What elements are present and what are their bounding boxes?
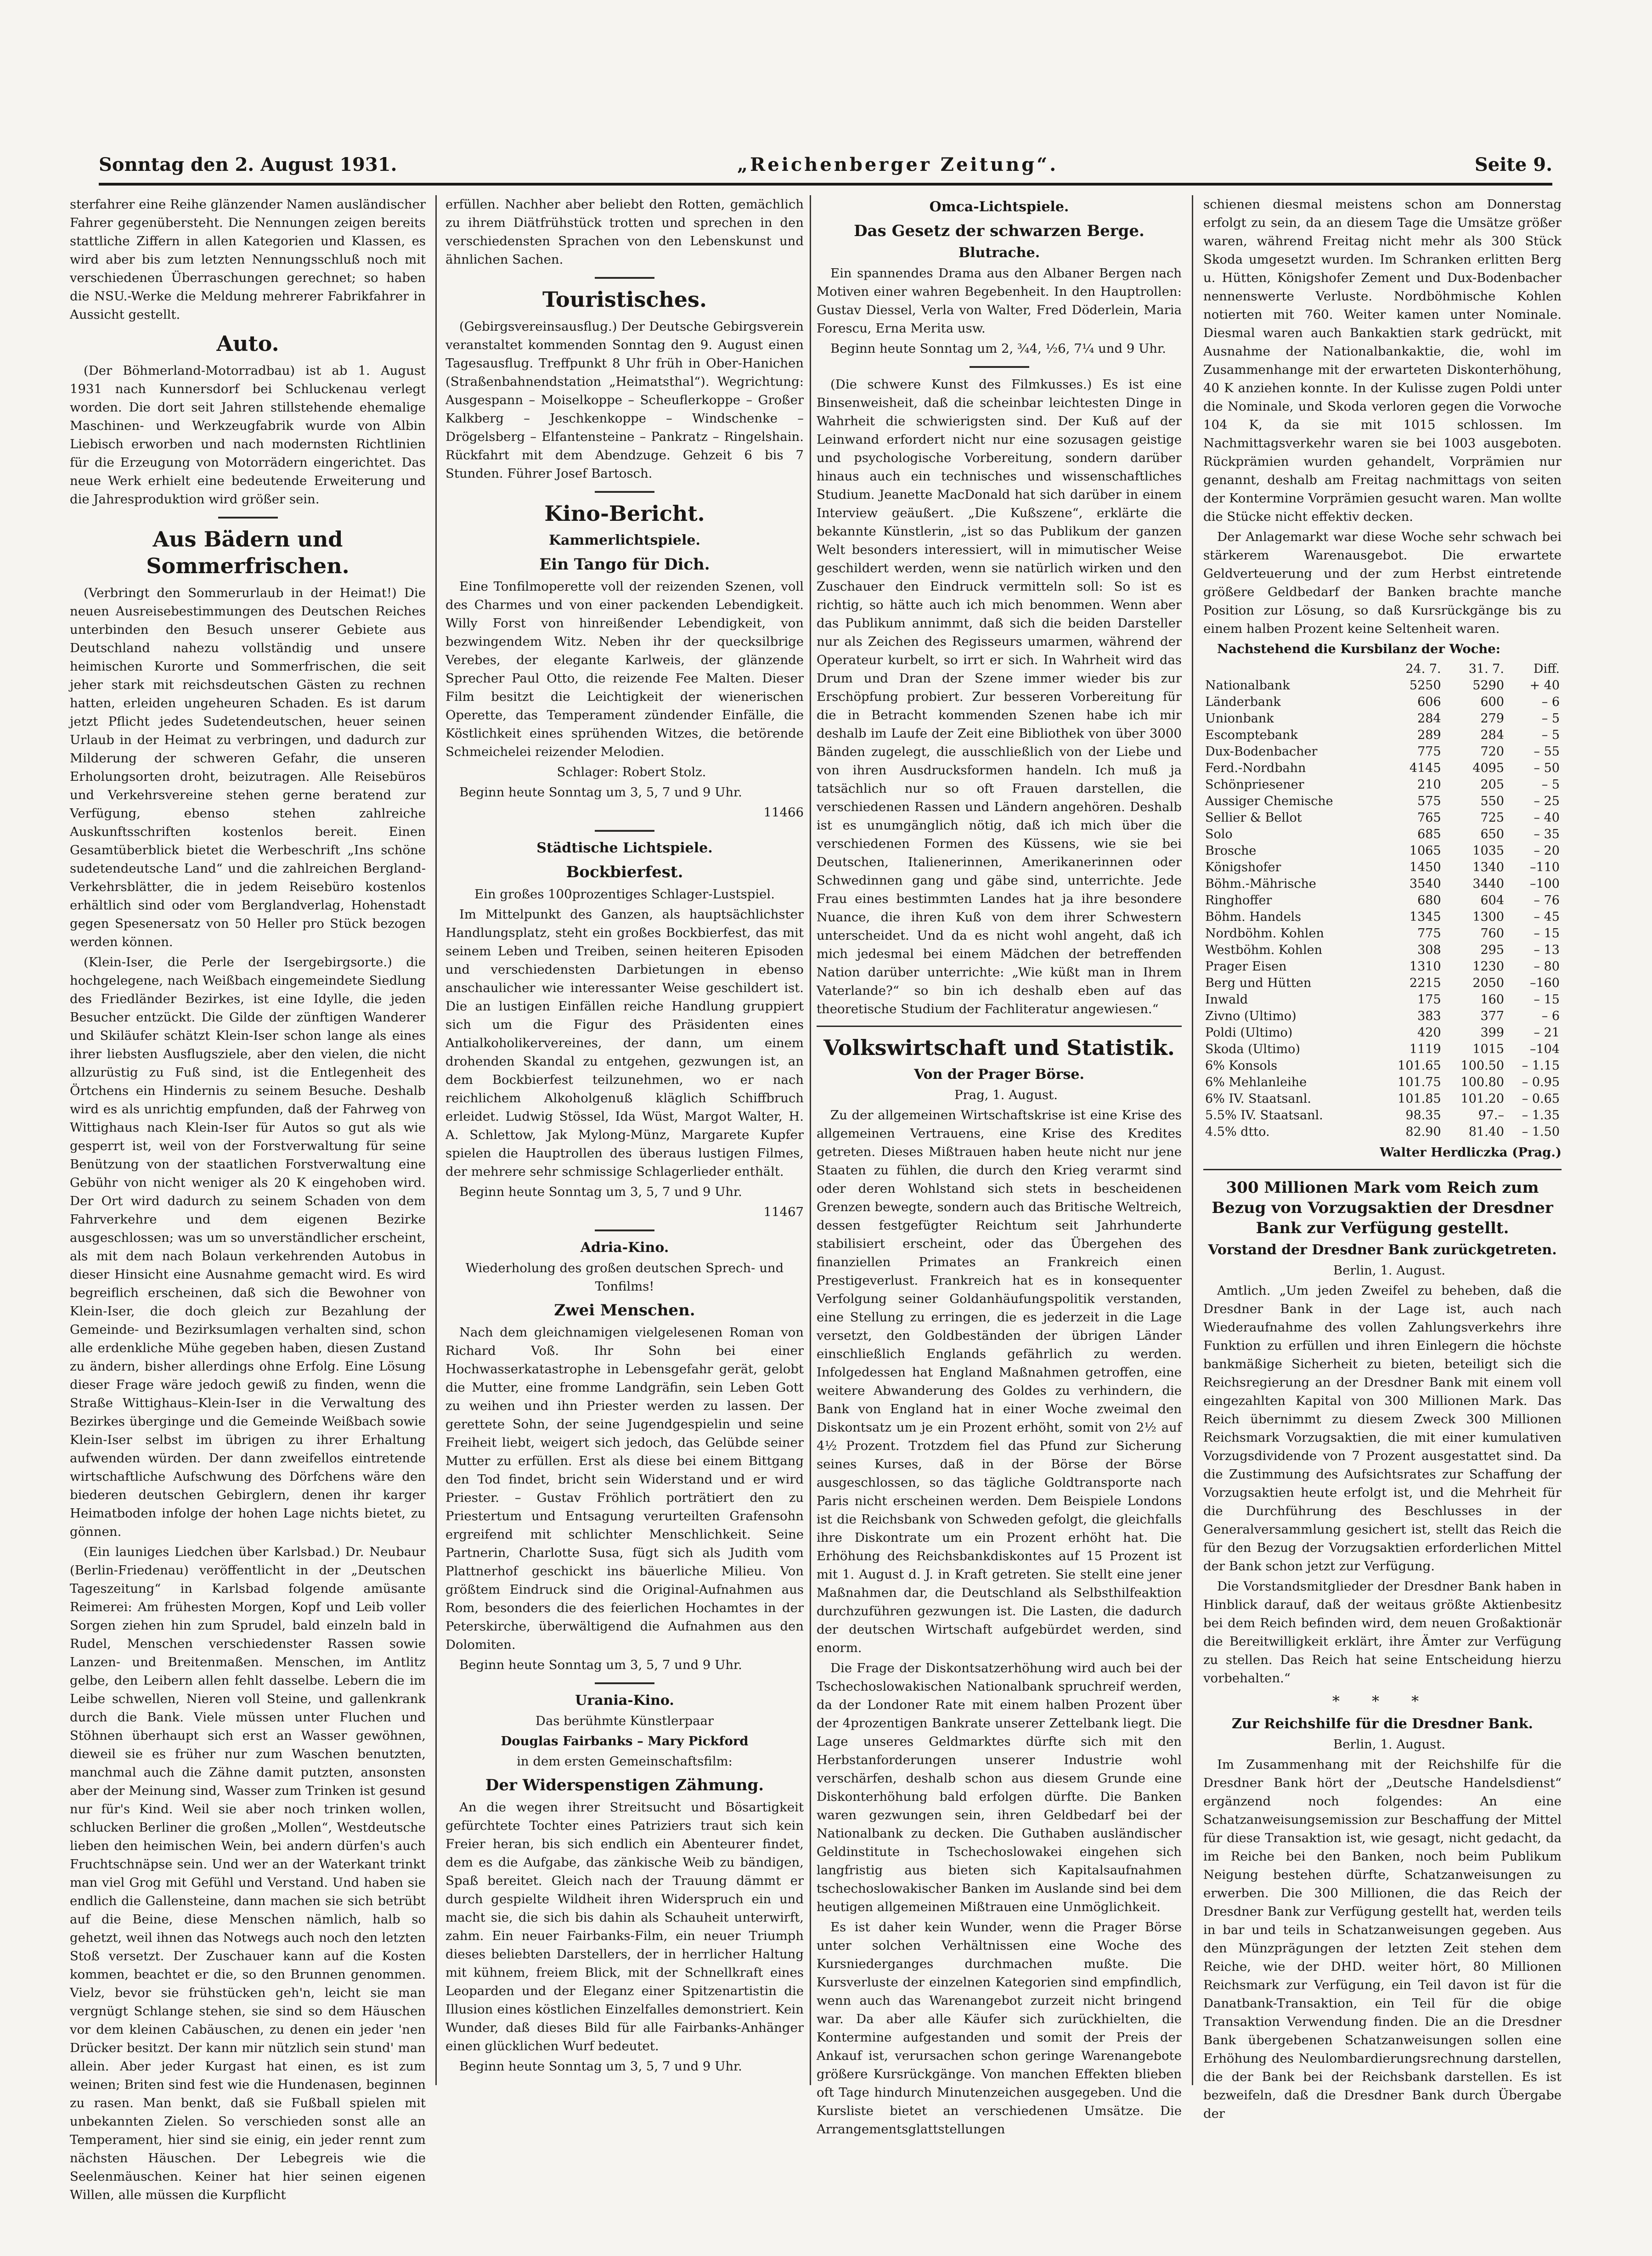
stock-diff: – 6 bbox=[1541, 695, 1560, 709]
cinema-name: Kammerlichtspiele. bbox=[549, 532, 700, 548]
film-title: Der Widerspenstigen Zähmung. bbox=[485, 1776, 764, 1794]
stock-price: 100.80 bbox=[1460, 1075, 1505, 1089]
film-title: Zwei Menschen. bbox=[554, 1301, 695, 1320]
stock-name: 6% Mehlanleihe bbox=[1205, 1075, 1307, 1089]
separator bbox=[970, 366, 1029, 368]
stock-diff: – 1.35 bbox=[1522, 1108, 1560, 1122]
stock-diff: – 15 bbox=[1534, 993, 1560, 1007]
separator bbox=[595, 1682, 654, 1684]
stock-name: Berg und Hütten bbox=[1205, 976, 1312, 990]
stock-price: 383 bbox=[1417, 1009, 1441, 1023]
stock-price: 575 bbox=[1417, 794, 1441, 808]
article-text: Im Mittelpunkt des Ganzen, als hauptsächlichster Handlungsplatz, steht ein großes Bockbierfest, das mit seinem Leben und Treiben, seinen heiteren Episoden und verschiedensten Darbietungen in ebenso anschaulicher wie interessanter Weise geschildert ist. Die an lustigen Einfällen reiche Handlung gruppiert sich um die Figur des Präsidenten eines Antialkoholikervereines, der dann, um einem drohenden Skandal zu entgehen, gezwungen ist, an dem Bockbierfest teilzunehmen, wo er nach reichlichem Alkoholgenuß kläglich Schiffbruch erleidet. Ludwig Stössel, Ida Wüst, Margot Walter, H. A. Schlettow, Jak Mylong-Münz, Margarete Kupfer spielen die Hauptrollen des überaus lustigen Filmes, der mehrere sehr schmissige Schlagerlieder enthält. bbox=[445, 907, 804, 1179]
stars-separator: * * * bbox=[1332, 1692, 1433, 1710]
cinema-name: Omca-Lichtspiele. bbox=[929, 199, 1069, 215]
subsection-title: Zur Reichshilfe für die Dresdner Bank. bbox=[1231, 1716, 1533, 1732]
section-title-kino: Kino-Bericht. bbox=[544, 501, 705, 526]
stock-diff: – 50 bbox=[1534, 761, 1560, 775]
stock-price: 81.40 bbox=[1468, 1125, 1505, 1139]
stock-price: 160 bbox=[1480, 993, 1505, 1007]
article-text: (Verbringt den Sommerurlaub in der Heimat!) Die neuen Ausreisebestimmungen des Deutschen Reiches unterbinden den Besuch unserer Gebiete aus Deutschland nahezu vollständig und unsere heimischen Kurorte und Sommerfrischen, die seit jeher stark mit reichsdeutschen Gästen zu rechnen hatten, erleiden ungeheuren Schaden. Es ist darum jetzt Pflicht jedes Sudetendeutschen, heuer seinen Urlaub in der Heimat zu verbringen, und dadurch zur Milderung der schweren Gefahr, die unseren Erholungsorten droht, beizutragen. Alle Reisebüros und Verkehrsvereine stehen gerne beratend zur Verfügung, ebenso stehen zahlreiche Auskunftsschriften kostenlos bereit. Einen Gesamtüberblick bietet die Werbeschrift „Ins schöne sudetendeutsche Land“ und die zahlreichen Bergland-Verkehrsblätter, die in jedem Reisebüro kostenlos erhältlich sind oder vom Berglandverlag, Hohenstadt gegen Spesenersatz von 50 Heller pro Stück bezogen werden können. bbox=[70, 586, 426, 949]
stock-price: 5250 bbox=[1409, 678, 1441, 693]
subsection-title: Vorstand der Dresdner Bank zurückgetreten. bbox=[1208, 1242, 1557, 1258]
table-row bbox=[1203, 1074, 1562, 1091]
stock-table bbox=[1203, 661, 1562, 1140]
table-row bbox=[1203, 892, 1562, 909]
page-header bbox=[99, 154, 1552, 181]
table-row bbox=[1203, 1041, 1562, 1058]
stock-price: 279 bbox=[1480, 711, 1505, 726]
table-row bbox=[1203, 959, 1562, 975]
stock-diff: – 76 bbox=[1534, 893, 1560, 908]
table-row bbox=[1203, 727, 1562, 744]
article-text: An die wegen ihrer Streitsucht und Bösartigkeit gefürchtete Tochter eines Patriziers traut sich kein Freier heran, bis sich endlich ein Abenteurer findet, dem es die Aufgabe, das zänkische Weib zu bändigen, Spaß bereitet. Gleich nach der Trauung dämmt er durch gespielte Wildheit ihren Widerspruch ein und macht sie, die sich bis dahin als Schauheit unterwirft, zahm. Ein neuer Fairbanks-Film, ein neuer Triumph dieses beliebten Darstellers, der in herrlicher Haltung mit kühnem, freiem Blick, mit der Schnellkraft eines Leoparden und der Eleganz einer Spitzenartistin die Illusion eines köstlichen Einzelfalles demonstriert. Kein Wunder, daß dieses Bild für alle Fairbanks-Anhänger einen glücklichen Wurf bedeutet. bbox=[445, 1800, 804, 2053]
screening-times: Beginn heute Sonntag um 2, ¾4, ½6, 7¼ und 9 Uhr. bbox=[830, 341, 1166, 356]
stock-price: 377 bbox=[1480, 1009, 1505, 1023]
stock-price: 284 bbox=[1480, 728, 1505, 742]
film-subtitle: Blutrache. bbox=[958, 245, 1040, 261]
stock-diff: – 1.50 bbox=[1522, 1125, 1560, 1139]
stock-name: Escomptebank bbox=[1205, 728, 1298, 742]
stock-name: Nationalbank bbox=[1205, 678, 1290, 693]
film-credit: Schlager: Robert Stolz. bbox=[557, 765, 706, 779]
article-text: Der Anlagemarkt war diese Woche sehr schwach bei stärkerem Warenausgebot. Die erwartete Geldverteuerung und der zum Herbst eintretende größere Geldbedarf der Banken brachte manche Position zur Lösung, so daß Kursrückgänge bis zu einem halben Prozent keine Seltenheit waren. bbox=[1203, 530, 1562, 636]
table-row bbox=[1203, 711, 1562, 727]
cinema-name: Städtische Lichtspiele. bbox=[536, 840, 713, 856]
table-row bbox=[1203, 793, 1562, 810]
stock-price: 289 bbox=[1417, 728, 1441, 742]
stock-price: 1310 bbox=[1409, 959, 1441, 974]
stock-name: Nordböhm. Kohlen bbox=[1205, 926, 1324, 941]
table-row bbox=[1203, 925, 1562, 942]
table-row bbox=[1203, 975, 1562, 992]
table-header-cell bbox=[1203, 661, 1380, 677]
stock-price: 680 bbox=[1417, 893, 1441, 908]
stock-diff: – 1.15 bbox=[1522, 1059, 1560, 1073]
article-text: (Der Böhmerland-Motorradbau) ist ab 1. August 1931 nach Kunnersdorf bei Schluckenau verlegt worden. Die dort seit Jahren stillstehende ehemalige Maschinen- und Werkzeugfabrik wurde von Albin Liebisch erworben und nach modernsten Richtlinien für die Erzeugung von Motorrädern eingerichtet. Das neue Werk erhielt eine bedeutende Erweiterung und die Jahresproduktion wird größer sein. bbox=[70, 363, 426, 507]
article-text: Nach dem gleichnamigen vielgelesenen Roman von Richard Voß. Ihr Sohn bei einer Hochwasserkatastrophe in Lebensgefahr gerät, gelobt die Mutter, eine fromme Landgräfin, sein Leben Gott zu weihen und ihn Priester werden zu lassen. Der gerettete Sohn, der seine Jugendgespielin und seine Freiheit liebt, weigert sich jedoch, das Gelübde seiner Mutter zu erfüllen. Erst als diese bei einem Bittgang den Tod findet, bricht sein Widerstand und er wird Priester. – Gustav Fröhlich porträtiert den zu Priestertum und Entsagung verurteilten Grafensohn ergreifend mit schlichter Menschlichkeit. Seine Partnerin, Charlotte Susa, fügt sich als Judith vom Plattnerhof geschickt ins bäuerliche Milieu. Von größtem Eindruck sind die Original-Aufnahmen aus Rom, besonders die des feierlichen Hochamtes in der Peterskirche, überwältigend die Aufnahmen aus den Dolomiten. bbox=[445, 1325, 804, 1652]
stock-price: 1345 bbox=[1409, 910, 1441, 924]
stock-price: 2050 bbox=[1472, 976, 1505, 990]
stock-diff: – 80 bbox=[1534, 959, 1560, 974]
stock-diff: – 25 bbox=[1534, 794, 1560, 808]
stock-name: Königshofer bbox=[1205, 860, 1281, 874]
screening-times: Beginn heute Sonntag um 3, 5, 7 und 9 Uhr. bbox=[459, 1184, 742, 1199]
subsection-title: Von der Prager Börse. bbox=[914, 1066, 1084, 1083]
stock-price: 284 bbox=[1417, 711, 1441, 726]
stock-price: 175 bbox=[1417, 993, 1441, 1007]
stock-name: Sellier & Bellot bbox=[1205, 811, 1302, 825]
separator bbox=[817, 1026, 1182, 1027]
article-text: Es ist daher kein Wunder, wenn die Prager Börse unter solchen Verhältnissen eine Woche des Kursniederganges durchmachen mußte. Die Kursverluste der einzelnen Kategorien sind empfindlich, wenn auch das Warenangebot zurzeit nicht bringend war. Da aber alle Käufer sich zurückhielten, die Kontermine aufgestanden und somit der Preis der Ankauf ist, verursachen schon geringe Warenangebote größere Kursrückgänge. Von manchen Effekten blieben oft Tage hindurch Minutenzeichen ausgegeben. Und die Kursliste bietet an verschiedenen Umsätze. Die Arrangementsglattstellungen bbox=[817, 1920, 1182, 2137]
section-title-auto: Auto. bbox=[216, 331, 279, 356]
column-2 bbox=[445, 195, 804, 2085]
section-title-volkswirtschaft: Volkswirtschaft und Statistik. bbox=[823, 1035, 1175, 1060]
table-row bbox=[1203, 1008, 1562, 1025]
table-header-cell: 31. 7. bbox=[1468, 662, 1505, 676]
stock-diff: – 0.95 bbox=[1522, 1075, 1560, 1089]
stock-price: 5290 bbox=[1472, 678, 1505, 693]
column-divider bbox=[810, 195, 811, 2085]
table-row bbox=[1203, 1107, 1562, 1124]
stock-price: 308 bbox=[1417, 943, 1441, 957]
table-row bbox=[1203, 810, 1562, 826]
stock-name: Aussiger Chemische bbox=[1205, 794, 1333, 808]
stock-diff: – 40 bbox=[1534, 811, 1560, 825]
section-title-touristisches: Touristisches. bbox=[542, 287, 707, 312]
header-rule bbox=[99, 183, 1552, 186]
stock-price: 650 bbox=[1480, 827, 1505, 841]
film-subtitle: Das berühmte Künstlerpaar bbox=[535, 1714, 714, 1728]
stock-diff: – 5 bbox=[1541, 778, 1560, 792]
stock-price: 101.75 bbox=[1398, 1075, 1441, 1089]
article-text: Die Frage der Diskontsatzerhöhung wird auch bei der Tschechoslowakischen Nationalbank spruchreif werden, da der Londoner Rate mit einem halben Prozent über der 4prozentigen Bankrate unserer Zettelbank liegt. Die Lage unseres Geldmarktes dürfte sich mit den Herbstanforderungen unserer Industrie wohl verschärfen, deshalb schon aus diesem Grunde eine Diskonterhöhung bald erfolgen dürfte. Die Banken waren gezwungen sein, ihren Geldbedarf bei der Nationalbank zu decken. Die Guthaben ausländischer Geldinstitute in Tschechoslowakei eingehen sich langfristig aus bieten sich Kapitalsaufnahmen tschechoslowakischer Banken im Auslande sind bei dem heutigen allgemeinen Mißtrauen eine Unmöglichkeit. bbox=[817, 1661, 1182, 1914]
stock-diff: – 20 bbox=[1534, 844, 1560, 858]
stock-price: 101.85 bbox=[1398, 1092, 1441, 1106]
dateline: Berlin, 1. August. bbox=[1333, 1737, 1446, 1752]
stock-name: Böhm. Handels bbox=[1205, 910, 1302, 924]
film-title: Ein Tango für Dich. bbox=[539, 555, 710, 574]
column-3 bbox=[817, 195, 1182, 2137]
table-row bbox=[1203, 1124, 1562, 1140]
stock-name: Unionbank bbox=[1205, 711, 1274, 726]
author-signature: Walter Herdliczka (Prag.) bbox=[1380, 1145, 1562, 1160]
stock-diff: – 21 bbox=[1534, 1026, 1560, 1040]
stock-name: 5.5% IV. Staatsanl. bbox=[1205, 1108, 1323, 1122]
table-row bbox=[1203, 992, 1562, 1008]
table-row bbox=[1203, 777, 1562, 793]
stock-diff: –104 bbox=[1529, 1042, 1560, 1056]
article-text: (Ein launiges Liedchen über Karlsbad.) Dr. Neubaur (Berlin-Friedenau) veröffentlicht in der „Deutschen Tageszeitung“ in Karlsbad folgende amüsante Reimerei: Am frühesten Morgen, Kopf und Leib voller Sorgen ziehen hin zum Sprudel, bald einzeln bald in Rudel, Menschen verschiedenster Rassen sowie Lanzen- und Breitenmaßen. Menschen, im Antlitz gelbe, den Leibern allen fehlt dasselbe. Lebern die im Leibe schwellen, Nieren voll Steine, und gallenkrank durch die Bank. Viele müssen unter Fluchen und Stöhnen überhaupt sich erst an Wasser gewöhnen, dieweil sie es früher nur zum Waschen benutzten, manchmal auch die Zähne damit putzten, ansonsten aber der Meinung sind, Wasser zum Trinken ist gesund nur für's Kind. Weil sie aber noch trinken wollen, schlucken Berliner die großen „Mollen“, Westdeutsche lieben den heimischen Wein, bei andern dürfen's auch Fruchtschnäpse sein. Und wer an der Waterkant trinkt man viel Grog mit Gefühl und Verstand. Und haben sie endlich die Gallensteine, dann machen sie sich betrübt auf die Beine, diese Menschen nämlich, halb so gehetzt, weil ihnen das Notwegs auch noch den letzten Stoß versetzt. Der Zuschauer kann auf die Kosten kommen, beachtet er die, so den Brunnen genommen. Vielz, bevor sie frühstücken geh'n, leicht sie man vergnügt Schlange stehen, sie sind so dem Häuschen vor dem kleinen Cabäuschen, zu denen ein jeder 'nen Drücker besitzt. Der kann mir nützlich sein stund' man allein. Aber jeder Kurgast hat einen, es ist zum weinen; Briten sind fest wie die Hundenasen, beginnen zu rasen. Man benkt, daß sie Fußball spielen mit unbekannten Zielen. So verschieden sonst alle an Temperament, hier sind sie einig, ein jeder rennt zum nächsten Häuschen. Der Lebegreis wie die Seelenmäuschen. Keiner hat hier seinen eigenen Willen, alle müssen die Kurpflicht bbox=[70, 1545, 426, 2202]
film-title: Das Gesetz der schwarzen Berge. bbox=[854, 222, 1145, 240]
stock-diff: – 13 bbox=[1534, 943, 1560, 957]
article-text: erfüllen. Nachher aber beliebt den Rotten, gemächlich zu ihrem Diätfrühstück trotten und sprechen in den verschiedensten Sprachen von den Lebenskunst und ähnlichen Sachen. bbox=[445, 197, 804, 267]
table-row bbox=[1203, 760, 1562, 777]
stock-price: 420 bbox=[1417, 1026, 1441, 1040]
stock-price: 295 bbox=[1480, 943, 1505, 957]
table-header-row bbox=[1203, 661, 1562, 677]
article-text: sterfahrer eine Reihe glänzender Namen ausländischer Fahrer gegenübersteht. Die Nennungen zeigen bereits stattliche Ziffern in allen Kategorien und Klassen, es wird aber bis zum letzten Nennungsschluß noch mit verschiedenen Überraschungen gerechnet; so haben die NSU.-Werke die Meldung mehrerer Fabrikfahrer in Aussicht gestellt. bbox=[70, 197, 426, 322]
table-row bbox=[1203, 942, 1562, 959]
header-page-number: Seite 9. bbox=[1474, 154, 1552, 175]
separator bbox=[595, 277, 654, 279]
film-title: Bockbierfest. bbox=[566, 863, 683, 881]
stock-price: 775 bbox=[1417, 926, 1441, 941]
column-1 bbox=[70, 195, 426, 2202]
stock-name: 6% Konsols bbox=[1205, 1059, 1278, 1073]
stock-name: Poldi (Ultimo) bbox=[1205, 1026, 1293, 1040]
stock-price: 550 bbox=[1480, 794, 1505, 808]
separator bbox=[595, 491, 654, 493]
stock-diff: – 5 bbox=[1541, 711, 1560, 726]
table-row bbox=[1203, 876, 1562, 892]
stock-name: Böhm.-Mährische bbox=[1205, 877, 1316, 891]
article-text: Die Vorstandsmitglieder der Dresdner Bank haben in Hinblick darauf, daß der weitaus größte Aktienbesitz bei dem Reich befinden wird, dem neuen Großaktionär die Bereitwilligkeit erklärt, ihre Ämter zur Verfügung zu stellen. Das Reich hat seine Entscheidung hierzu vorbehalten.“ bbox=[1203, 1579, 1562, 1686]
stock-diff: – 15 bbox=[1534, 926, 1560, 941]
stock-diff: – 35 bbox=[1534, 827, 1560, 841]
stock-price: 765 bbox=[1417, 811, 1441, 825]
screening-times: Beginn heute Sonntag um 3, 5, 7 und 9 Uhr. bbox=[459, 2059, 742, 2074]
film-subtitle: in dem ersten Gemeinschaftsfilm: bbox=[517, 1754, 733, 1769]
table-row bbox=[1203, 1058, 1562, 1074]
stock-price: 4095 bbox=[1472, 761, 1505, 775]
stock-price: 1015 bbox=[1472, 1042, 1505, 1056]
separator bbox=[218, 517, 278, 519]
stock-price: 604 bbox=[1480, 893, 1505, 908]
table-row bbox=[1203, 744, 1562, 760]
stock-diff: – 45 bbox=[1534, 910, 1560, 924]
stock-price: 100.50 bbox=[1460, 1059, 1505, 1073]
table-header-cell: Diff. bbox=[1533, 662, 1560, 676]
stock-price: 685 bbox=[1417, 827, 1441, 841]
stock-price: 725 bbox=[1480, 811, 1505, 825]
stock-price: 1340 bbox=[1472, 860, 1505, 874]
table-caption: Nachstehend die Kursbilanz der Woche: bbox=[1217, 642, 1500, 656]
article-text: Amtlich. „Um jeden Zweifel zu beheben, daß die Dresdner Bank in der Lage ist, auch nach Wiederaufnahme des vollen Zahlungsverkehrs ihre Funktion zu erfüllen und ihren Einlegern die höchste bankmäßige Sicherheit zu bieten, beteiligt sich die Reichsregierung an der Dresdner Bank mit einem voll eingezahlten Kapital von 300 Millionen Mark. Das Reich übernimmt zu diesem Zweck 300 Millionen Reichsmark Vorzugsaktien, die mit einer kumulativen Vorzugsdividende von 7 Prozent ausgestattet sind. Da die Zustimmung des Aufsichtsrates zur Schaffung der Vorzugsaktien heute erfolgt ist, und die Mehrheit für die Durchführung des Beschlusses in der Generalversammlung gesichert ist, stellt das Reich die für den Bezug der Vorzugsaktien erforderlichen Mittel der Bank schon jetzt zur Verfügung. bbox=[1203, 1283, 1562, 1574]
stock-price: 760 bbox=[1480, 926, 1505, 941]
stock-price: 4145 bbox=[1409, 761, 1441, 775]
table-row bbox=[1203, 909, 1562, 925]
stock-name: Westböhm. Kohlen bbox=[1205, 943, 1323, 957]
stock-name: Ringhoffer bbox=[1205, 893, 1272, 908]
table-row bbox=[1203, 826, 1562, 843]
stock-price: 1230 bbox=[1472, 959, 1505, 974]
stock-diff: – 6 bbox=[1541, 1009, 1560, 1023]
article-text: (Die schwere Kunst des Filmkusses.) Es ist eine Binsenweisheit, daß die scheinbar leichtesten Dinge in Wahrheit die schwierigsten sind. Der Kuß auf der Leinwand erfordert nicht nur eine sozusagen geistige und psychologische Vorbereitung, sondern darüber hinaus auch ein technisches und wissenschaftliches Studium. Jeanette MacDonald hat sich darüber in einem Interview geäußert. „Die Kußszene“, erklärte die bekannte Künstlerin, „ist so das Publikum der ganzen Welt besonders interessiert, will in mimutischer Weise geschildert werden, wenn sie natürlich wirken und den Zuschauer den Eindruck vermitteln soll: So ist es richtig, so hätte auch ich mich benommen. Wenn aber das Publikum annimmt, daß sich die beiden Darsteller nur als Zeichen des Regisseurs umarmen, während der Operateur kurbelt, so irrt er sich. In Wahrheit wird das Drum und Dran der Szene immer wieder bis zur Erschöpfung probiert. Zur besseren Vorbereitung für die in Betracht kommenden Szenen habe ich mir deshalb im Laufe der Zeit eine Bibliothek von über 3000 Bänden zugelegt, die ausschließlich von der Liebe und von ihren Ausdrucksformen handeln. Ich muß ja tatsächlich nur so oft Frauen darstellen, die verschiedenen Rassen und Ländern angehören. Deshalb ist es unumgänglich nötig, daß ich mich über die verschiedenen Formen des Küssens, wie sie bei Deutschen, Italienerinnen, Amerikanerinnen oder Schwedinnen gang und gäbe sind, unterrichte. Jede Frau eines bestimmten Landes hat ja ihre besondere Nuance, die ihren Kuß von dem ihrer Schwestern unterscheidet. Und da es nicht wohl angeht, daß ich mich jedesmal bei einem Mädchen der betreffenden Nation darüber unterrichte: „Wie küßt man in Ihrem Vaterlande?“ so bin ich deshalb eben auf das theoretische Studium der Fachliteratur angewiesen.“ bbox=[817, 377, 1182, 1016]
screening-times: Beginn heute Sonntag um 3, 5, 7 und 9 Uhr. bbox=[459, 785, 742, 800]
separator bbox=[595, 1230, 654, 1231]
stock-price: 1035 bbox=[1472, 844, 1505, 858]
article-text: Eine Tonfilmoperette voll der reizenden Szenen, voll des Charmes und von einer packenden Lebendigkeit. Willy Forst von hinreißender Lebendigkeit, von bezwingendem Witz. Neben ihr der quecksilbrige Verebes, der elegante Karlweis, der glänzende Sprecher Paul Otto, die reizende Fee Malten. Dieser Film besitzt die Leichtigkeit der wienerischen Operette, das Temperament zündender Einfälle, die Köstlichkeit eines sprühenden Witzes, die betörende Schmeichelei reizender Melodien. bbox=[445, 579, 804, 759]
stock-diff: –160 bbox=[1529, 976, 1560, 990]
stock-name: Länderbank bbox=[1205, 695, 1281, 709]
stock-diff: – 55 bbox=[1534, 744, 1560, 759]
stock-diff: –110 bbox=[1529, 860, 1560, 874]
screening-times: Beginn heute Sonntag um 3, 5, 7 und 9 Uhr. bbox=[459, 1658, 742, 1672]
stock-price: 1065 bbox=[1409, 844, 1441, 858]
stock-diff: + 40 bbox=[1529, 678, 1560, 693]
column-4 bbox=[1203, 195, 1562, 2121]
table-header-cell: 24. 7. bbox=[1405, 662, 1441, 676]
stock-diff: – 5 bbox=[1541, 728, 1560, 742]
article-text: schienen diesmal meistens schon am Donnerstag erfolgt zu sein, da an diesem Tage die Umsätze größer waren, während Freitag nicht mehr als 300 Stück Skoda umgesetzt wurden. Im Schranken erlitten Berg u. Hütten, Königshofer Zement und Dux-Bodenbacher nennenswerte Verluste. Nordböhmische Kohlen notierten mit 760. Weiter kamen unter Nominale. Diesmal waren auch Bankaktien stark gedrückt, mit Ausnahme der Nationalbankaktie, die, wohl im Zusammenhange mit der erwarteten Diskonterhöhung, 40 K anziehen konnte. In der Kulisse zugen Poldi unter die Nominale, und Skoda verloren gegen die Vorwoche 104 K, da sie mit 1015 schlossen. Im Nachmittagsverkehr waren sie bei 1003 ausgeboten. Rückprämien wurden gehandelt, Vorprämien nur genannt, deshalb am Freitag nachmittags von seiten der Kontermine Vorprämien gesucht waren. Man wollte die Stücke nicht effektiv decken. bbox=[1203, 197, 1562, 524]
stock-price: 606 bbox=[1417, 695, 1441, 709]
dateline: Prag, 1. August. bbox=[954, 1088, 1058, 1102]
stock-name: Brosche bbox=[1205, 844, 1257, 858]
film-subtitle: Ein großes 100prozentiges Schlager-Lustspiel. bbox=[474, 887, 775, 902]
article-text: (Gebirgsvereinsausflug.) Der Deutsche Gebirgsverein veranstaltet kommenden Sonntag den 9. August einen Tagesausflug. Treffpunkt 8 Uhr früh in Ober-Hanichen (Straßenbahnendstation „Heimatsthal“). Wegrichtung: Ausgespann – Moiselkoppe – Scheuflerkoppe – Großer Kalkberg – Jeschkenkoppe – Windschenke – Drögelsberg – Elfantensteine – Pankratz – Ringelshain. Rückfahrt mit dem Abendzuge. Gehzeit 6 bis 7 Stunden. Führer Josef Bartosch. bbox=[445, 319, 804, 481]
header-date: Sonntag den 2. August 1931. bbox=[99, 154, 397, 175]
separator bbox=[595, 830, 654, 832]
table-row bbox=[1203, 859, 1562, 876]
stock-price: 210 bbox=[1417, 778, 1441, 792]
stock-name: Inwald bbox=[1205, 993, 1248, 1007]
stock-price: 3440 bbox=[1472, 877, 1505, 891]
stock-price: 1119 bbox=[1409, 1042, 1441, 1056]
stock-diff: –100 bbox=[1529, 877, 1560, 891]
stock-name: Prager Eisen bbox=[1205, 959, 1287, 974]
stock-name: Ferd.-Nordbahn bbox=[1205, 761, 1306, 775]
reference-number: 11466 bbox=[763, 805, 804, 820]
table-row bbox=[1203, 1091, 1562, 1107]
stock-price: 205 bbox=[1480, 778, 1505, 792]
stock-price: 97.– bbox=[1478, 1108, 1505, 1122]
article-text: Zu der allgemeinen Wirtschaftskrise ist eine Krise des allgemeinen Vertrauens, eine Krise des Kredites getreten. Dieses Mißtrauen haben heute nicht nur jene Staaten zu fühlen, die durch den Krieg verarmt sind oder deren Wohlstand sich stets in bescheidenen Grenzen bewegte, sondern auch das Britische Weltreich, dessen festgefügter Reichtum seit Jahrhunderte stabilisiert erscheint, oder das Übergehen des finanziellen Primates an Frankreich einen Prestigeverlust. Frankreich hat es in konsequenter Verfolgung seiner Goldanhäufungspolitik verstanden, eine Stellung zu erringen, die es jederzeit in die Lage versetzt, den Goldbeständen der übrigen Länder einschließlich Englands gefährlich zu werden. Infolgedessen hat England Maßnahmen getroffen, eine weitere Abwanderung des Goldes zu verhindern, die Bank von England hat in einer Woche zweimal den Diskontsatz um je ein Prozent erhöht, somit von 2½ auf 4½ Prozent. Trotzdem fiel das Pfund zur Sicherung seines Kurses, daß in der Börse der Börse ausgeschlossen, so das tägliche Goldtransporte nach Paris nicht erscheinen werden. Dem Beispiele Londons ist die Reichsbank von Schweden gefolgt, die gleichfalls ihre Diskontrate um ein Prozent erhöht hat. Die Erhöhung des Reichsbankdiskontes auf 15 Prozent ist mit 1. August d. J. in Kraft getreten. Sie stellt eine jener Maßnahmen dar, die Deutschland als Selbsthilfeaktion durchzuführen gezwungen ist. Die Lasten, die dadurch der deutschen Wirtschaft aufgebürdet werden, sind enorm. bbox=[817, 1108, 1182, 1655]
stock-price: 775 bbox=[1417, 744, 1441, 759]
stock-price: 101.20 bbox=[1460, 1092, 1505, 1106]
reference-number: 11467 bbox=[763, 1205, 804, 1219]
table-row bbox=[1203, 843, 1562, 859]
stock-name: 6% IV. Staatsanl. bbox=[1205, 1092, 1311, 1106]
article-text: (Klein-Iser, die Perle der Isergebirgsorte.) die hochgelegene, nach Weißbach eingemeindete Siedlung des Friedländer Bezirkes, ist eine Idylle, die jeden Besucher entzückt. Die Gilde der zünftigen Wanderer und Skiläufer schätzt Klein-Iser schon lange als eines ihrer liebsten Ausflugsziele, aber den vielen, die nicht allzurüstig zu Fuß sind, ist die Entlegenheit des Örtchens ein Hindernis zu seinem Besuche. Deshalb wird es als unrichtig empfunden, daß der Fahrweg von Wittighaus nach Klein-Iser für Autos so gut als wie gesperrt ist, weil von der Forstverwaltung für seine Benützung von der staatlichen Forstverwaltung eine Gebühr von nicht weniger als 20 K eingehoben wird. Der Ort wird dadurch zu seinem Schaden von dem Fahrverkehre und dem eigenen Bezirke ausgeschlossen; was um so unverständlicher erscheint, als mit dem nach Bolaun verkehrenden Autobus in dieser Hinsicht eine Ausnahme gemacht wird. Es wird begreiflich erscheinen, daß sich die Bewohner von Klein-Iser, die doch gleich zur Bezahlung der Gemeinde- und Bezirksumlagen verhalten sind, schon alle erdenkliche Mühe gegeben haben, diesen Zustand zu ändern, bisher allerdings ohne Erfolg. Eine Lösung dieser Frage wäre jedoch gewiß zu finden, wenn die Straße Wittighaus–Klein-Iser in die Verwaltung des Bezirkes überginge und die Gemeinde Weißbach sowie Klein-Iser selbst im übrigen zu ihrer Erhaltung aufwenden würden. Der dann zweifellos eintretende wirtschaftliche Aufschwung des Dörfchens wäre den biederen deutschen Gebirglern, denen ihr karger Heimatboden infolge der hohen Lage nichts bietet, zu gönnen. bbox=[70, 955, 426, 1539]
stock-name: 4.5% dtto. bbox=[1205, 1125, 1270, 1139]
stock-name: Solo bbox=[1205, 827, 1233, 841]
header-paper-title: „Reichenberger Zeitung“. bbox=[737, 154, 1059, 175]
stock-price: 600 bbox=[1480, 695, 1505, 709]
article-headline: 300 Millionen Mark vom Reich zum Bezug von Vorzugsaktien der Dresdner Bank zur Verfügung gestellt. bbox=[1212, 1179, 1553, 1237]
separator bbox=[1203, 1169, 1562, 1170]
stock-price: 98.35 bbox=[1405, 1108, 1441, 1122]
film-stars: Douglas Fairbanks – Mary Pickford bbox=[501, 1734, 749, 1748]
table-row bbox=[1203, 1025, 1562, 1041]
cinema-name: Adria-Kino. bbox=[580, 1240, 669, 1256]
table-row bbox=[1203, 677, 1562, 694]
cinema-name: Urania-Kino. bbox=[575, 1692, 674, 1709]
stock-price: 1450 bbox=[1409, 860, 1441, 874]
dateline: Berlin, 1. August. bbox=[1333, 1263, 1446, 1278]
stock-price: 1300 bbox=[1472, 910, 1505, 924]
stock-price: 101.65 bbox=[1398, 1059, 1441, 1073]
section-title-baeder: Aus Bädern und Sommerfrischen. bbox=[146, 527, 350, 578]
table-row bbox=[1203, 694, 1562, 711]
stock-diff: – 0.65 bbox=[1522, 1092, 1560, 1106]
article-text: Im Zusammenhang mit der Reichshilfe für die Dresdner Bank hört der „Deutsche Handelsdienst“ ergänzend noch folgendes: An eine Schatzanweisungsemission zur Beschaffung der Mittel für diese Transaktion ist, wie gesagt, nicht gedacht, da im Reiche bei den Banken, noch beim Publikum Neigung bestehen dürfte, Schatzanweisungen zu erwerben. Die 300 Millionen, die das Reich der Dresdner Bank zur Verfügung gestellt hat, werden teils in bar und teils in Schatzanweisungen gegeben. Aus den Münzprägungen der letzten Zeit stehen dem Reiche, wie der DHD. weiter hört, 80 Millionen Reichsmark zur Verfügung, ein Teil davon ist für die Danatbank-Transaktion, ein Teil für die obige Transaktion Verwendung finden. Die an die Dresdner Bank übergebenen Schatzanweisungen sollen eine Erhöhung des Neulombardierungsrechnung darstellen, die der Bank bei der Reichsbank darstellen. Es ist bezweifeln, daß die Dresdner Bank durch Übergabe der bbox=[1203, 1757, 1562, 2121]
stock-price: 399 bbox=[1480, 1026, 1505, 1040]
film-subtitle: Wiederholung des großen deutschen Sprech- und Tonfilms! bbox=[465, 1261, 784, 1294]
stock-price: 720 bbox=[1480, 744, 1505, 759]
stock-name: Dux-Bodenbacher bbox=[1205, 744, 1318, 759]
stock-price: 3540 bbox=[1409, 877, 1441, 891]
stock-price: 2215 bbox=[1409, 976, 1441, 990]
stock-name: Schönpriesener bbox=[1205, 778, 1304, 792]
stock-name: Skoda (Ultimo) bbox=[1205, 1042, 1300, 1056]
column-divider bbox=[1192, 195, 1193, 2085]
stock-name: Zivno (Ultimo) bbox=[1205, 1009, 1297, 1023]
article-text: Ein spannendes Drama aus den Albaner Bergen nach Motiven einer wahren Begebenheit. In den Hauptrollen: Gustav Diessel, Verla von Walter, Fred Döderlein, Maria Forescu, Erna Merita usw. bbox=[817, 266, 1182, 336]
stock-price: 82.90 bbox=[1405, 1125, 1441, 1139]
column-divider bbox=[435, 195, 437, 2085]
